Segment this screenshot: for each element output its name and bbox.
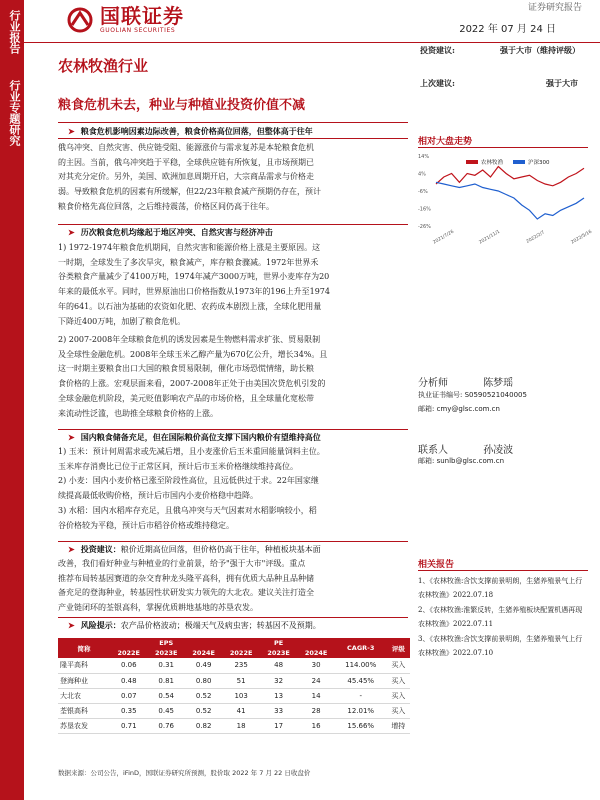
- section-divider: [58, 429, 408, 430]
- industry-title: 农林牧渔行业: [58, 57, 149, 75]
- table-cell: 0.81: [147, 673, 184, 688]
- related-reports-title: 相关报告: [418, 560, 455, 570]
- table-cell-name: 大北农: [58, 688, 110, 703]
- section-heading: ➤ 风险提示：农产品价格波动；极端天气及病虫害；转基因不及预期。: [68, 620, 321, 630]
- paragraph-1: 俄乌冲突、自然灾害、供应链受阻、能源涨价与需求复苏是本轮粮食危机 的主因。当前，俄乌冲突趋于平稳，全球供应链有所恢复，且市场预期已 对其充分定价。另外，美国、欧洲加息周期开启，大宗商品需求与价格走 弱。导致粮食危机的因素有所缓解，但22/23年粮食减产预期仍存在，预计 粮食价格先高位回落，之后维持震荡，价格区间仍高于往年。: [58, 143, 322, 211]
- section-divider: [58, 541, 408, 542]
- table-cell: 45.45%: [335, 673, 387, 688]
- table-cell: 0.54: [147, 688, 184, 703]
- table-header-year: 2022E: [110, 648, 147, 658]
- contact-label: 联系人: [418, 445, 448, 456]
- table-cell: 0.71: [110, 718, 147, 733]
- paragraph-2: 1) 1972-1974年粮食危机期间，自然灾害和能源价格上涨是主要原因。这 一时期，全球发生了多次旱灾，粮食减产，库存粮食骤减。1972年世界禾 谷类粮食产量减少了4100万吨，1974年减产3000万吨，世界小麦库存为20 年来的最低水平。同时，世界原油出口价格指数从1973年的196上升至1974 年的641。以石油为基础的农资如化肥、农药成本剧烈上涨，全球化肥用量 下降近400万吨，加剧了粮食危机。: [58, 243, 330, 326]
- table-header-name: 简称: [58, 638, 110, 658]
- table-cell-name: 登海种业: [58, 673, 110, 688]
- table-header-eps: EPS: [110, 638, 222, 648]
- table-row: [58, 658, 410, 673]
- section-divider: [58, 224, 408, 225]
- paragraph-3: 2) 2007-2008年全球粮食危机的诱发因素是生物燃料需求扩张、贸易限制 及全球性金融危机。2008年全球玉米乙醇产量为670亿公升，增长34%。且 这一时期主要粮食出口大国的粮食贸易限制，催化市场恐慌情绪，助长粮 食价格的上涨。宏观层面来看，2007-2008年正处于由美国次贷危机引发的 全球金融危机阶段，美元贬值影响农产品的市场价格，且全球量化宽松带 来流动性泛滥，也助推全球粮食价格的上涨。: [58, 335, 328, 418]
- section-heading: ➤ 历次粮食危机均缘起于地区冲突、自然灾害与经济冲击: [68, 227, 273, 237]
- table-header-year: 2022E: [222, 648, 259, 658]
- table-cell: 买入: [387, 688, 410, 703]
- table-row: [58, 703, 410, 718]
- x-tick-label: 2022/5/16: [570, 229, 593, 246]
- rating-invest-value: 强于大市（维持评级）: [500, 45, 580, 55]
- logo-mark-icon: [66, 7, 94, 33]
- table-cell: 0.31: [147, 658, 184, 673]
- legend-label-index: 沪深300: [528, 160, 550, 166]
- table-cell: 0.48: [110, 673, 147, 688]
- section-heading: ➤ 粮食危机影响因素边际改善，粮食价格高位回落，但整体高于往年: [68, 126, 313, 136]
- x-tick-label: 2022/2/7: [525, 230, 546, 245]
- y-tick-label: 4%: [418, 171, 426, 178]
- table-cell: 0.45: [147, 703, 184, 718]
- table-cell: 114.00%: [335, 658, 387, 673]
- table-cell: 增持: [387, 718, 410, 733]
- table-cell: 14: [297, 688, 334, 703]
- table-cell: 买入: [387, 703, 410, 718]
- header-divider: [24, 42, 600, 43]
- table-row: [58, 718, 410, 733]
- table-cell: 0.82: [185, 718, 222, 733]
- data-source-note: 数据来源：公司公告，iFinD，国联证券研究所预测，股价取 2022 年 7 月 22 日收盘价: [58, 769, 311, 777]
- paragraph-5: 改善，我们看好种业与种植业的行业前景，给予"强于大市"评级。重点 推荐布局转基因赛道的杂交育种龙头隆平高科，拥有优质大品种且品种储 备充足的登海种业，转基因性状研发实力领先的大北农。建议关注打造全 产业链闭环的荃银高科，掌握优质耕地基地的苏垦农发。: [58, 559, 314, 613]
- table-header-year: 2023E: [260, 648, 297, 658]
- rating-prev-label: 上次建议:: [420, 78, 455, 88]
- table-cell: 28: [297, 703, 334, 718]
- series-line-0: [436, 167, 584, 186]
- table-header-year: 2023E: [147, 648, 184, 658]
- x-tick-label: 2021/7/26: [432, 229, 455, 246]
- related-reports-divider: [418, 570, 588, 571]
- rating-prev-value: 强于大市: [546, 78, 578, 88]
- table-cell: 0.80: [185, 673, 222, 688]
- contact-email[interactable]: 邮箱: sunlb@glsc.com.cn: [418, 457, 505, 465]
- table-cell: 235: [222, 658, 259, 673]
- analyst-label: 分析师: [418, 378, 448, 389]
- table-cell-name: 荃银高科: [58, 703, 110, 718]
- table-cell-name: 隆平高科: [58, 658, 110, 673]
- table-cell: 32: [260, 673, 297, 688]
- sidebar-label-report: 行业报告: [8, 10, 21, 54]
- analyst-cert: 执业证书编号: S0590521040005: [418, 391, 527, 399]
- section-divider: [58, 122, 408, 123]
- table-cell: 48: [260, 658, 297, 673]
- table-cell: 30: [297, 658, 334, 673]
- series-line-1: [436, 182, 584, 219]
- table-cell: 买入: [387, 658, 410, 673]
- contact-name: 孙凌波: [483, 445, 514, 456]
- chart-title-divider: [418, 147, 588, 148]
- table-cell: 0.49: [185, 658, 222, 673]
- chart-title: 相对大盘走势: [418, 137, 473, 147]
- section-divider: [58, 617, 408, 618]
- table-cell: 15.66%: [335, 718, 387, 733]
- table-cell: 103: [222, 688, 259, 703]
- table-cell: 18: [222, 718, 259, 733]
- table-header-pe: PE: [222, 638, 334, 648]
- table-row: [58, 688, 410, 703]
- table-header-rating: 评级: [387, 638, 410, 658]
- table-cell: 0.52: [185, 703, 222, 718]
- table-cell: 12.01%: [335, 703, 387, 718]
- table-cell: 0.35: [110, 703, 147, 718]
- table-cell-name: 苏垦农发: [58, 718, 110, 733]
- analyst-block: [418, 374, 513, 389]
- related-report-link[interactable]: 2、《农林牧渔:淮繁反转，生猪养殖板块配置机遇再现农林牧渔》2022.07.11: [418, 606, 583, 628]
- table-cell: 买入: [387, 673, 410, 688]
- rating-invest-label: 投资建议:: [420, 45, 455, 55]
- table-cell: 0.06: [110, 658, 147, 673]
- related-report-link[interactable]: 3、《农林牧渔:含饮支撑前景明朗，生猪养殖景气上行农林牧渔》2022.07.10: [418, 635, 583, 657]
- analyst-name: 陈梦瑶: [483, 378, 514, 389]
- table-cell: 41: [222, 703, 259, 718]
- table-cell: 0.52: [185, 688, 222, 703]
- y-tick-label: -16%: [418, 206, 431, 213]
- section-divider: [58, 138, 408, 139]
- analyst-email[interactable]: 邮箱: cmy@glsc.com.cn: [418, 405, 500, 413]
- y-tick-label: -26%: [418, 224, 431, 230]
- x-tick-label: 2021/11/1: [478, 229, 501, 246]
- table-row: [58, 673, 410, 688]
- related-report-link[interactable]: 1、《农林牧渔:含饮支撑前景明朗，生猪养殖景气上行农林牧渔》2022.07.18: [418, 577, 583, 599]
- relative-performance-chart: [418, 150, 593, 246]
- table-cell: 51: [222, 673, 259, 688]
- legend-label-sector: 农林牧渔: [481, 160, 504, 166]
- section-heading: ➤ 国内粮食储备充足，但在国际粮价高位支撑下国内粮价有望维持高位: [68, 432, 321, 442]
- table-cell: 16: [297, 718, 334, 733]
- report-date: 2022 年 07 月 24 日: [459, 24, 556, 35]
- sidebar: [0, 0, 24, 800]
- forecast-table: [58, 638, 410, 734]
- table-cell: 33: [260, 703, 297, 718]
- table-header-row: [58, 638, 410, 648]
- table-cell: 24: [297, 673, 334, 688]
- table-header-year: 2024E: [185, 648, 222, 658]
- sidebar-label-type: 行业专题研究: [8, 80, 21, 146]
- table-cell: 0.07: [110, 688, 147, 703]
- logo: [66, 6, 184, 34]
- logo-text-cn: 国联证券: [100, 4, 184, 28]
- table-cell: -: [335, 688, 387, 703]
- report-type: 证券研究报告: [527, 3, 582, 13]
- table-header-year: 2024E: [297, 648, 334, 658]
- table-cell: 13: [260, 688, 297, 703]
- table-header-cagr: CAGR-3: [335, 638, 387, 658]
- y-tick-label: -6%: [418, 189, 428, 195]
- y-tick-label: 14%: [418, 154, 430, 160]
- logo-text-en: GUOLIAN SECURITIES: [100, 27, 176, 34]
- page-title: 粮食危机未去，种业与种植业投资价值不减: [58, 98, 306, 113]
- table-cell: 17: [260, 718, 297, 733]
- paragraph-4: 1) 玉米：预计何周需求或先减后增，且小麦涨价后玉米重回能量饲料主位。 玉米库存消费比已位于正常区间，预计后市玉米价格继续维持高位。 2) 小麦：国内小麦价格已涨至阶段性高位，且远低供过于求。22年国家继 续提高最低收购价格，预计后市国内小麦价格稳中趋降。 3) 水稻：国内水稻库存充足，且俄乌冲突与天气因素对水稻影响较小，稻 谷价格较为平稳，预计后市稻谷价格或维持稳定。: [58, 447, 325, 530]
- contact-block: [418, 441, 513, 456]
- section-heading: ➤ 投资建议：粮价近期高位回落，但价格仍高于往年，种植板块基本面: [68, 544, 321, 554]
- table-cell: 0.76: [147, 718, 184, 733]
